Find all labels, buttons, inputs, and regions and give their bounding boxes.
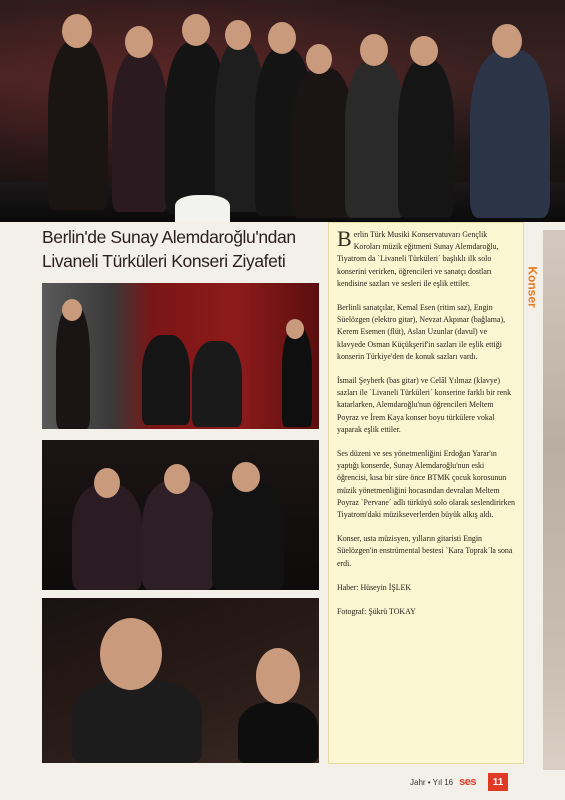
flower-bouquet — [175, 195, 230, 222]
paragraph-5: Konser, usta müzisyen, yılların gitaristi Engin Süelözgen'in enstrümental bestesi `Kara Toprak´la sona erdi. — [337, 534, 513, 568]
performer-head — [225, 20, 251, 50]
stage-group-photo — [0, 0, 565, 222]
performer-head — [410, 36, 438, 66]
vocalist-head — [232, 462, 260, 492]
performer-head — [182, 14, 210, 46]
performer-figure — [112, 52, 168, 212]
singer-head — [256, 648, 300, 704]
paragraph-4: Ses düzeni ve ses yönetmenliğini Erdoğan Yarar'ın yaptığı konserde, Sunay Alemdaroğlu'nun eski öğrencisi, kısa bir süre önce BTMK çocuk korosunun müzik yönetmenliğini hocasından devralan Meltem Poyraz `Pervane´ adlı türküyü solo olarak seslendirirken Tiyatrom'daki müzikseverlerden büyük alkış aldı. — [337, 449, 515, 520]
singer-figure — [56, 305, 90, 429]
vocalists-photo — [42, 440, 319, 590]
performer-head — [62, 14, 92, 48]
headline-line-1: Berlin'de Sunay Alemdaroğlu'ndan — [42, 227, 296, 247]
drop-cap: B — [337, 226, 352, 251]
vocalist-figure — [212, 480, 284, 590]
vocalist-head — [94, 468, 120, 498]
singer-head — [286, 319, 304, 339]
edge-photo-strip — [543, 230, 565, 770]
vocalist-figure — [72, 484, 142, 590]
musician-figure — [142, 335, 190, 425]
section-tag — [524, 252, 542, 322]
singer-figure — [282, 327, 312, 427]
performer-head — [268, 22, 296, 54]
credit-news: Haber: Hüseyin İŞLEK — [337, 582, 412, 592]
musician-figure — [192, 341, 242, 427]
headline-line-2: Livaneli Türküleri Konseri Ziyafeti — [42, 251, 286, 271]
performer-head — [360, 34, 388, 66]
vocalist-figure — [142, 480, 214, 590]
article-headline — [42, 225, 318, 275]
performer-figure — [470, 50, 550, 218]
vocalist-head — [164, 464, 190, 494]
page-footer — [410, 773, 508, 791]
issue-label: Jahr • Yıl 16 — [410, 777, 454, 787]
credit-photo: Fotograf: Şükrü TOKAY — [337, 607, 416, 617]
singer-head — [62, 299, 82, 321]
paragraph-1 — [337, 226, 515, 290]
ses-logo: ses — [459, 776, 476, 788]
paragraph-3: İsmail Şeyberk (bas gitar) ve Celâl Yılmaz (klavye) sazları ile `Livaneli Türküleri´ konserine farklı bir renk katarlarken, Alemdaroğlu'nun öğrencileri Meltem Poyraz ve İrem Kaya konser boyu türkülere vokal yaparak eşlik ettiler. — [337, 376, 512, 434]
band-performance-photo — [42, 283, 319, 429]
section-tag-label: Konser — [526, 266, 540, 308]
article-text-box — [328, 222, 524, 764]
page-number: 11 — [488, 773, 508, 791]
performer-figure — [48, 40, 108, 210]
speaker-head — [100, 618, 162, 690]
singer-figure — [238, 702, 318, 763]
paragraph-1-text: erlin Türk Musiki Konservatuvarı Gençlik Koroları müzik eğitmeni Sunay Alemdaroğlu, Tiyatrom da `Livaneli Türküleri´ başlıklı ilk solo konserini verirken, öğrencileri ve sanatçı dostları kendisine sazları ve sesleri ile eşlik ettiler. — [337, 230, 499, 288]
performer-figure — [345, 60, 405, 218]
paragraph-2: Berlinli sanatçılar, Kemal Esen (ritim saz), Engin Süelözgen (elektro gitar), Nevzat Akpınar (bağlama), Kerem Esemen (flüt), Aslan Uzunlar (davul) ve klavyede Osman Küçükşerif'in sazları ile eşlik ettiği konserin Türkiye'den de konuk sazları vardı. — [337, 303, 506, 361]
performer-head — [125, 26, 153, 58]
speaker-portrait-photo — [42, 598, 319, 763]
speaker-figure — [72, 680, 202, 763]
performer-head — [492, 24, 522, 58]
performer-figure — [398, 60, 454, 218]
performer-head — [306, 44, 332, 74]
